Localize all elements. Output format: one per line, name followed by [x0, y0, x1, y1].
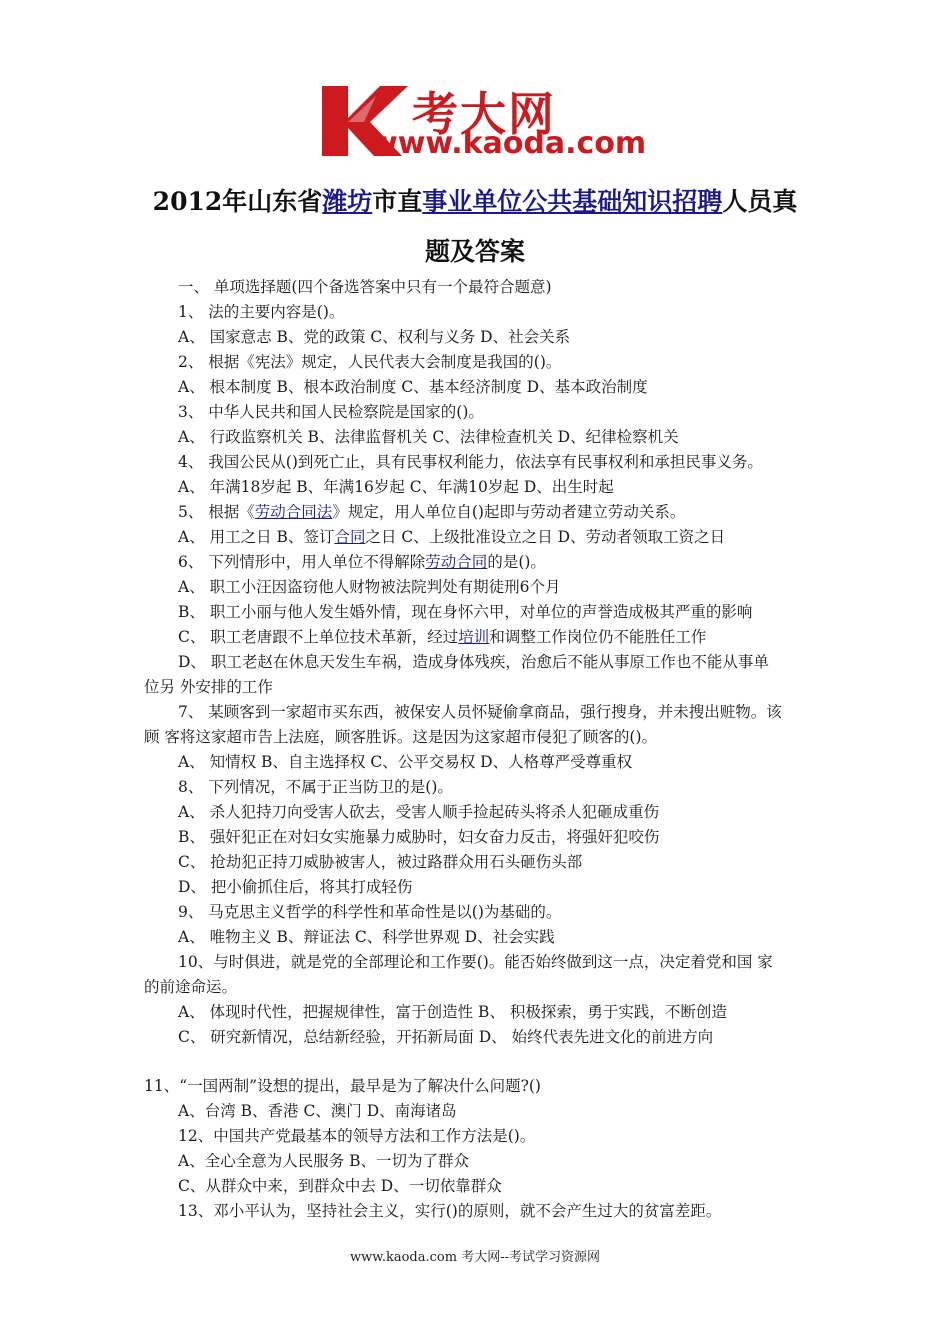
labor-contract-link[interactable]: 劳动合同 — [425, 553, 488, 571]
options-5 — [178, 525, 725, 549]
option-6a: A、 职工小汪因盗窃他人财物被法院判处有期徒刑6个月 — [178, 578, 561, 596]
title-part2: 市直 — [372, 187, 423, 216]
question-11: 11、“一国两制”设想的提出，最早是为了解决什么问题?() — [144, 1077, 541, 1095]
logo-title: 考大网 — [412, 87, 556, 141]
options-2: A、 根本制度 B、根本政治制度 C、基本经济制度 D、基本政治制度 — [178, 378, 648, 396]
option-6b: B、 职工小丽与他人发生婚外情，现在身怀六甲，对单位的声誉造成极其严重的影响 — [178, 603, 753, 621]
page-title-line2: 题及答案 — [424, 237, 525, 266]
options-12-ab: A、全心全意为人民服务 B、一切为了群众 — [178, 1152, 470, 1170]
option-8c: C、 抢劫犯正持刀威胁被害人，被过路群众用石头砸伤头部 — [178, 853, 583, 871]
options-5-text-b: 之日 C、上级批准设立之日 D、劳动者领取工资之日 — [365, 528, 726, 546]
title-part1: 2012年山东省 — [152, 187, 323, 216]
options-5-text-a: A、 用工之日 B、签订 — [178, 528, 335, 546]
training-link[interactable]: 培训 — [458, 628, 490, 646]
option-6c-text-b: 和调整工作岗位仍不能胜任工作 — [489, 628, 707, 646]
title-link-exam[interactable]: 事业单位公共基础知识招聘 — [422, 187, 723, 216]
question-6 — [178, 550, 546, 574]
question-6-text-b: 的是()。 — [487, 553, 546, 571]
options-10-cd: C、 研究新情况，总结新经验，开拓新局面 D、 始终代表先进文化的前进方向 — [178, 1028, 714, 1046]
question-13: 13、邓小平认为，坚持社会主义，实行()的原则，就不会产生过大的贫富差距。 — [178, 1202, 722, 1220]
question-8: 8、 下列情况，不属于正当防卫的是()。 — [178, 778, 453, 796]
options-10-ab: A、 体现时代性，把握规律性，富于创造性 B、 积极探索，勇于实践，不断创造 — [178, 1003, 727, 1021]
question-7: 7、 某顾客到一家超市买东西，被保安人员怀疑偷拿商品，强行搜身，并未搜出赃物。该 — [178, 703, 782, 721]
option-8b: B、 强奸犯正在对妇女实施暴力威胁时，妇女奋力反击，将强奸犯咬伤 — [178, 828, 660, 846]
kaoda-logo — [318, 82, 647, 162]
option-6c-text-a: C、 职工老唐跟不上单位技术革新，经过 — [178, 628, 459, 646]
question-4: 4、 我国公民从()到死亡止，具有民事权利能力，依法享有民事权利和承担民事义务。 — [178, 453, 763, 471]
question-6-text-a: 6、 下列情形中，用人单位不得解除 — [178, 553, 426, 571]
question-5-text-a: 5、 根据《 — [178, 503, 255, 521]
question-3: 3、 中华人民共和国人民检察院是国家的()。 — [178, 403, 484, 421]
options-9: A、 唯物主义 B、辩证法 C、科学世界观 D、社会实践 — [178, 928, 555, 946]
question-5-text-b: 》规定，用人单位自()起即与劳动者建立劳动关系。 — [332, 503, 686, 521]
question-1: 1、 法的主要内容是()。 — [178, 303, 345, 321]
labor-contract-law-link[interactable]: 劳动合同法 — [254, 503, 333, 521]
question-5 — [178, 500, 685, 524]
page-title — [100, 182, 850, 218]
options-1: A、 国家意志 B、党的政策 C、权利与义务 D、社会关系 — [178, 328, 571, 346]
question-10: 10、与时俱进，就是党的全部理论和工作要()。能否始终做到这一点，决定着党和国 家 — [178, 953, 773, 971]
option-6c — [178, 625, 706, 649]
options-7: A、 知情权 B、自主选择权 C、公平交易权 D、人格尊严受尊重权 — [178, 753, 633, 771]
options-4: A、 年满18岁起 B、年满16岁起 C、年满10岁起 D、出生时起 — [178, 478, 614, 496]
options-3: A、 行政监察机关 B、法律监督机关 C、法律检查机关 D、纪律检察机关 — [178, 428, 679, 446]
title-link-weifang[interactable]: 潍坊 — [322, 187, 373, 216]
option-6d: D、 职工老赵在休息天发生车祸，造成身体残疾，治愈后不能从事原工作也不能从事单 — [178, 653, 769, 671]
options-12-cd: C、从群众中来，到群众中去 D、一切依靠群众 — [178, 1177, 502, 1195]
question-12: 12、中国共产党最基本的领导方法和工作方法是()。 — [178, 1127, 536, 1145]
contract-link[interactable]: 合同 — [334, 528, 366, 546]
option-8d: D、 把小偷抓住后，将其打成轻伤 — [178, 878, 413, 896]
section-heading: 一、 单项选择题(四个备选答案中只有一个最符合题意) — [178, 278, 552, 296]
options-11: A、台湾 B、香港 C、澳门 D、南海诸岛 — [178, 1102, 457, 1120]
question-2: 2、 根据《宪法》规定，人民代表大会制度是我国的()。 — [178, 353, 562, 371]
option-8a: A、 杀人犯持刀向受害人砍去，受害人顺手捡起砖头将杀人犯砸成重伤 — [178, 803, 660, 821]
title-part3: 人员真 — [722, 187, 798, 216]
question-9: 9、 马克思主义哲学的科学性和革命性是以()为基础的。 — [178, 903, 562, 921]
logo-url: www.kaoda.com — [370, 126, 647, 161]
page-footer: www.kaoda.com 考大网--考试学习资源网 — [350, 1250, 600, 1265]
question-10-cont: 的前途命运。 — [144, 978, 238, 996]
question-7-cont: 顾 客将这家超市告上法庭，顾客胜诉。这是因为这家超市侵犯了顾客的()。 — [144, 728, 658, 746]
option-6d-cont: 位另 外安排的工作 — [144, 678, 273, 696]
